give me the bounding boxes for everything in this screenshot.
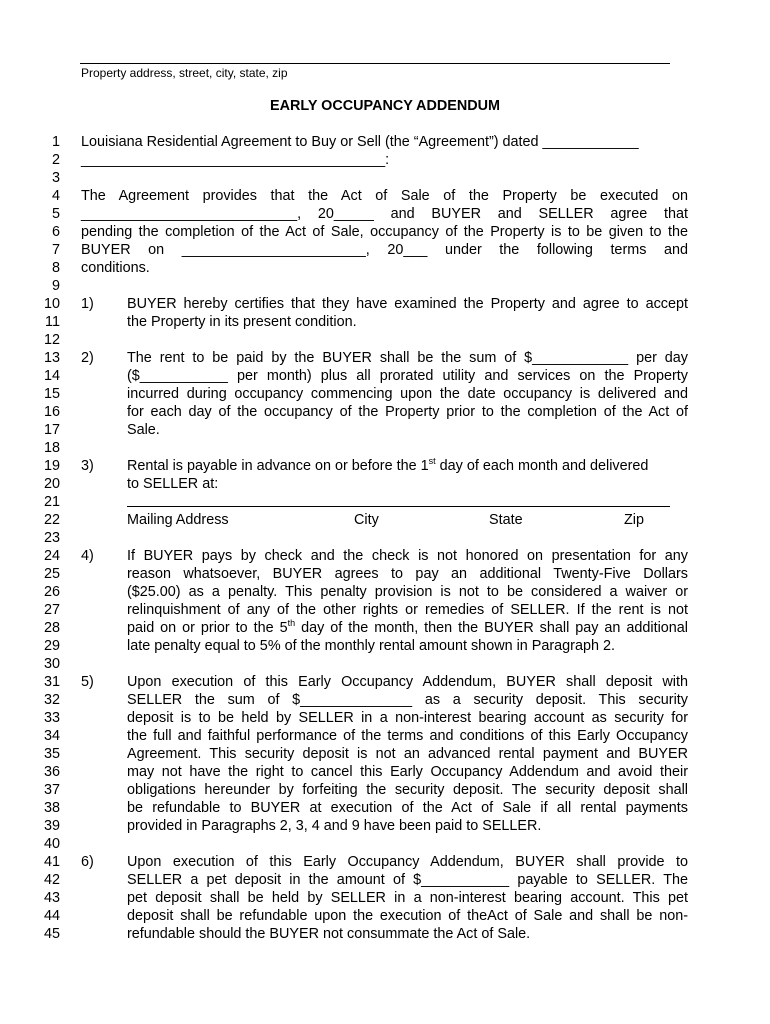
section-4-line-5 bbox=[127, 619, 688, 637]
line-number: 21 bbox=[43, 494, 60, 510]
line-number: 9 bbox=[51, 278, 60, 294]
section-5-line: provided in Paragraphs 2, 3, 4 and 9 have been paid to SELLER. bbox=[127, 818, 542, 834]
line-number: 18 bbox=[43, 440, 60, 456]
line-number: 36 bbox=[43, 764, 60, 780]
section-5-number: 5) bbox=[81, 674, 94, 690]
line-number: 22 bbox=[43, 512, 60, 528]
section-1-number: 1) bbox=[81, 296, 94, 312]
section-6-line: pet deposit shall be held by SELLER in a non-interest bearing account. This pet bbox=[127, 890, 688, 906]
line-number: 35 bbox=[43, 746, 60, 762]
line-number: 12 bbox=[43, 332, 60, 348]
section-4-number: 4) bbox=[81, 548, 94, 564]
section-2-line: ($___________ per month) plus all prorated utility and services on the Property bbox=[127, 368, 688, 384]
line-number: 14 bbox=[43, 368, 60, 384]
line-number: 43 bbox=[43, 890, 60, 906]
document-title: EARLY OCCUPANCY ADDENDUM bbox=[269, 98, 500, 114]
section-4-line-5-a: paid on or prior to the 5 bbox=[127, 620, 288, 636]
line-number: 4 bbox=[51, 188, 60, 204]
section-5-line: obligations hereunder by forfeiting the security deposit. The security deposit shall bbox=[127, 782, 688, 798]
line-number: 41 bbox=[43, 854, 60, 870]
mailing-address-label: Mailing Address bbox=[127, 512, 229, 528]
line-number: 33 bbox=[43, 710, 60, 726]
line-number: 37 bbox=[43, 782, 60, 798]
section-2-line: Sale. bbox=[127, 422, 160, 438]
section-3-line-1-a: Rental is payable in advance on or before the 1 bbox=[127, 458, 429, 474]
line-number: 15 bbox=[43, 386, 60, 402]
section-6-line: deposit shall be refundable upon the execution of theAct of Sale and shall be non- bbox=[127, 908, 688, 924]
section-3-line-2: to SELLER at: bbox=[127, 476, 219, 492]
line-number: 39 bbox=[43, 818, 60, 834]
section-5-line: Agreement. This security deposit is not an advanced rental payment and BUYER bbox=[127, 746, 688, 762]
ordinal-superscript: st bbox=[428, 456, 436, 467]
line-number: 17 bbox=[43, 422, 60, 438]
line-number: 32 bbox=[43, 692, 60, 708]
line-number: 8 bbox=[51, 260, 60, 276]
line-number: 34 bbox=[43, 728, 60, 744]
section-6-line: refundable should the BUYER not consummate the Act of Sale. bbox=[127, 926, 531, 942]
line-number: 24 bbox=[43, 548, 60, 564]
para-a-line-7: BUYER on _______________________, 20___ under the following terms and bbox=[81, 242, 688, 258]
line-number: 6 bbox=[51, 224, 60, 240]
line-number: 20 bbox=[43, 476, 60, 492]
line-number: 7 bbox=[51, 242, 60, 258]
section-5-line: may not have the right to cancel this Early Occupancy Addendum and avoid their bbox=[127, 764, 688, 780]
para-a-line-4: The Agreement provides that the Act of Sale of the Property be executed on bbox=[81, 188, 688, 204]
line-number: 3 bbox=[51, 170, 60, 186]
line-number: 28 bbox=[43, 620, 60, 636]
section-4-line: ($25.00) as a penalty. This penalty provision is not to be considered a waiver or bbox=[127, 584, 688, 600]
section-2-line: for each day of the occupancy of the Property prior to the completion of the Act of bbox=[127, 404, 688, 420]
section-5-line: Upon execution of this Early Occupancy Addendum, BUYER shall deposit with bbox=[127, 674, 688, 690]
section-3-line-1 bbox=[127, 457, 648, 475]
line-number: 2 bbox=[51, 152, 60, 168]
section-4-line: relinquishment of any of the other rights or remedies of SELLER. If the rent is not bbox=[127, 602, 688, 618]
line-number: 42 bbox=[43, 872, 60, 888]
line-number: 45 bbox=[43, 926, 60, 942]
line-number: 19 bbox=[43, 458, 60, 474]
line-number: 38 bbox=[43, 800, 60, 816]
line-number: 5 bbox=[51, 206, 60, 222]
section-4-line-5-b: day of the month, then the BUYER shall pay an additional bbox=[295, 620, 688, 636]
line-number: 44 bbox=[43, 908, 60, 924]
property-address-label: Property address, street, city, state, zip bbox=[81, 66, 288, 80]
para-a-line-8: conditions. bbox=[81, 260, 150, 276]
section-5-line: SELLER the sum of $______________ as a security deposit. This security bbox=[127, 692, 688, 708]
section-6-line: SELLER a pet deposit in the amount of $___________ payable to SELLER. The bbox=[127, 872, 688, 888]
intro-line-2: ______________________________________: bbox=[81, 152, 390, 168]
line-number: 10 bbox=[43, 296, 60, 312]
line-number: 30 bbox=[43, 656, 60, 672]
line-number: 11 bbox=[45, 314, 60, 330]
state-label: State bbox=[489, 512, 523, 528]
section-2-number: 2) bbox=[81, 350, 94, 366]
section-3-number: 3) bbox=[81, 458, 94, 474]
line-number: 27 bbox=[43, 602, 60, 618]
line-number: 40 bbox=[43, 836, 60, 852]
line-number: 25 bbox=[43, 566, 60, 582]
section-1-line: BUYER hereby certifies that they have examined the Property and agree to accept bbox=[127, 296, 688, 312]
section-2-line: incurred during occupancy commencing upon the date occupancy is delivered and bbox=[127, 386, 688, 402]
section-2-line: The rent to be paid by the BUYER shall be the sum of $____________ per day bbox=[127, 350, 688, 366]
section-5-line: deposit is to be held by SELLER in a non-interest bearing account as security for bbox=[127, 710, 688, 726]
section-6-line: Upon execution of this Early Occupancy Addendum, BUYER shall provide to bbox=[127, 854, 688, 870]
section-4-line: reason whatsoever, BUYER agrees to pay an additional Twenty-Five Dollars bbox=[127, 566, 688, 582]
ordinal-superscript: th bbox=[287, 618, 296, 629]
section-4-line: late penalty equal to 5% of the monthly rental amount shown in Paragraph 2. bbox=[127, 638, 615, 654]
section-5-line: be refundable to BUYER at execution of the Act of Sale if all rental payments bbox=[127, 800, 688, 816]
para-a-line-5: ___________________________, 20_____ and BUYER and SELLER agree that bbox=[81, 206, 688, 222]
section-1-line: the Property in its present condition. bbox=[127, 314, 357, 330]
zip-label: Zip bbox=[624, 512, 644, 528]
line-number: 1 bbox=[51, 134, 60, 150]
line-number: 13 bbox=[43, 350, 60, 366]
line-number: 23 bbox=[43, 530, 60, 546]
line-number: 26 bbox=[43, 584, 60, 600]
section-3-line-1-b: day of each month and delivered bbox=[435, 458, 649, 474]
intro-line-1: Louisiana Residential Agreement to Buy or Sell (the “Agreement”) dated ____________ bbox=[81, 134, 639, 150]
mailing-address-line[interactable] bbox=[127, 506, 670, 507]
section-6-number: 6) bbox=[81, 854, 94, 870]
section-5-line: the full and faithful performance of the terms and conditions of this Early Occupancy bbox=[127, 728, 688, 744]
section-4-line: If BUYER pays by check and the check is not honored on presentation for any bbox=[127, 548, 688, 564]
line-number: 16 bbox=[43, 404, 60, 420]
city-label: City bbox=[354, 512, 379, 528]
line-number: 31 bbox=[43, 674, 60, 690]
line-number: 29 bbox=[43, 638, 60, 654]
para-a-line-6: pending the completion of the Act of Sale, occupancy of the Property is to be given to the bbox=[81, 224, 688, 240]
